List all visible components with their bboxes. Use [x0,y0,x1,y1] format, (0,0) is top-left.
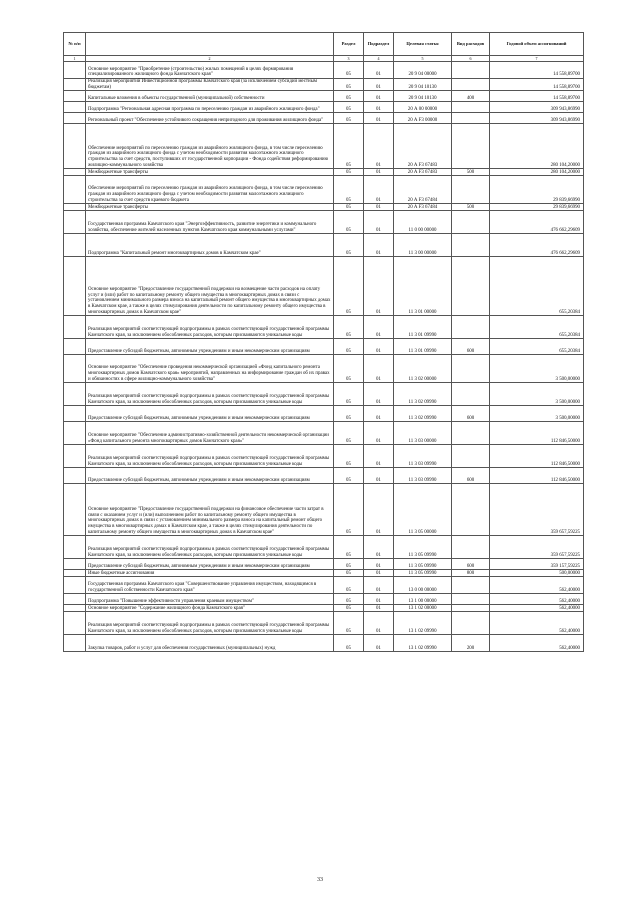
header-csr: Целевая статья [394,33,452,56]
row-podrazdel: 01 [364,62,394,79]
row-vr [452,124,490,169]
row-number-cell [64,339,86,355]
row-vr [452,211,490,234]
row-vr [452,79,490,91]
table-row [64,176,584,204]
row-razdel: 05 [334,339,364,355]
row-csr: 11 3 05 09990 [394,570,452,577]
row-amount: 112 846,50000 [490,445,584,468]
row-podrazdel: 01 [364,169,394,176]
row-number-cell [64,355,86,383]
row-podrazdel: 01 [364,91,394,102]
row-razdel: 05 [334,484,364,536]
table-row [64,79,584,91]
row-csr: 20 А F3 67484 [394,176,452,204]
row-razdel: 05 [334,468,364,484]
column-number: 1 [64,56,86,62]
row-amount: 562,40000 [490,577,584,594]
header-amount: Годовой объем ассигнований [490,33,584,56]
row-number-cell [64,79,86,91]
row-amount: 500,00000 [490,570,584,577]
header-vr: Вид расходов [452,33,490,56]
row-number-cell [64,62,86,79]
row-csr: 20 9 04 10130 [394,79,452,91]
row-razdel: 05 [334,536,364,559]
row-vr [452,577,490,594]
row-number-cell [64,124,86,169]
row-podrazdel: 01 [364,536,394,559]
row-name: Предоставление субсидий бюджетным, автономным учреждениям и иным некоммерческим организациям [86,468,334,484]
row-number-cell [64,113,86,124]
row-razdel: 05 [334,62,364,79]
row-amount: 359 657,59225 [490,536,584,559]
row-vr [452,612,490,635]
row-vr [452,102,490,113]
row-razdel: 05 [334,169,364,176]
column-number: 2 [86,56,334,62]
row-amount: 14 558,89700 [490,91,584,102]
row-amount: 359 657,59225 [490,484,584,536]
table-row [64,612,584,635]
row-podrazdel: 01 [364,204,394,211]
row-csr: 11 3 05 09990 [394,536,452,559]
row-podrazdel: 01 [364,594,394,605]
table-row [64,559,584,570]
table-row [64,169,584,176]
table-row [64,62,584,79]
row-csr: 13 1 02 09990 [394,635,452,652]
row-amount: 29 839,66990 [490,176,584,204]
row-number-cell [64,91,86,102]
column-number: 5 [394,56,452,62]
row-vr [452,605,490,612]
row-csr: 20 А F3 67484 [394,204,452,211]
row-amount: 562,40000 [490,605,584,612]
row-name: Подпрограмма "Региональная адресная программа по переселению граждан из аварийного жилищного фонда" [86,102,334,113]
table-row [64,91,584,102]
row-csr: 11 0 00 00000 [394,211,452,234]
row-amount: 476 662,29609 [490,211,584,234]
row-number-cell [64,406,86,422]
row-podrazdel: 01 [364,468,394,484]
row-vr: 200 [452,635,490,652]
row-podrazdel: 01 [364,605,394,612]
row-amount: 655,20384 [490,316,584,339]
table-row [64,113,584,124]
row-razdel: 05 [334,257,364,316]
row-name: Предоставление субсидий бюджетным, автономным учреждениям и иным некоммерческим организациям [86,559,334,570]
row-name: Реализация мероприятий соответствующей подпрограммы в рамках соответствующей государственной программы Камчатского края, за исключением обособленных расходов, которым присваиваются уникальные коды [86,445,334,468]
row-amount: 3 500,00000 [490,383,584,406]
row-name: Закупка товаров, работ и услуг для обеспечения государственных (муниципальных) нужд [86,635,334,652]
table-header-row [64,33,584,56]
table-row [64,339,584,355]
row-name: Региональный проект "Обеспечение устойчивого сокращения непригодного для проживания жилищного фонда" [86,113,334,124]
header-name [86,33,334,56]
row-name: Межбюджетные трансферты [86,169,334,176]
budget-table [63,32,584,652]
row-podrazdel: 01 [364,445,394,468]
row-razdel: 05 [334,316,364,339]
row-podrazdel: 01 [364,577,394,594]
row-csr: 11 3 03 09990 [394,468,452,484]
row-number-cell [64,383,86,406]
row-name: Реализация мероприятий Инвестиционной программы Камчатского края (за исключением субсидий местным бюджетам) [86,79,334,91]
row-csr: 20 А 00 00000 [394,102,452,113]
table-row [64,570,584,577]
row-razdel: 05 [334,570,364,577]
row-razdel: 05 [334,406,364,422]
row-razdel: 05 [334,91,364,102]
row-podrazdel: 01 [364,559,394,570]
row-name: Предоставление субсидий бюджетным, автономным учреждениям и иным некоммерческим организациям [86,339,334,355]
row-podrazdel: 01 [364,257,394,316]
row-razdel: 05 [334,124,364,169]
row-amount: 14 558,89700 [490,79,584,91]
row-name: Капитальные вложения в объекты государственной (муниципальной) собственности [86,91,334,102]
row-podrazdel: 01 [364,79,394,91]
row-csr: 20 А F3 67483 [394,124,452,169]
row-razdel: 05 [334,422,364,445]
row-name: Реализация мероприятий соответствующей подпрограммы в рамках соответствующей государственной программы Камчатского края, за исключением обособленных расходов, которым присваиваются уникальные коды [86,536,334,559]
table-row [64,383,584,406]
row-podrazdel: 01 [364,570,394,577]
row-number-cell [64,559,86,570]
table-row [64,211,584,234]
row-podrazdel: 01 [364,383,394,406]
row-vr [452,383,490,406]
row-amount: 309 943,86990 [490,113,584,124]
row-name: Государственная программа Камчатского края "Энергоэффективность, развитие энергетики и коммунального хозяйства, обеспечение жителей населенных пунктов Камчатского края коммунальными услугами" [86,211,334,234]
row-number-cell [64,612,86,635]
row-amount: 280 104,20000 [490,169,584,176]
table-row [64,594,584,605]
row-amount: 562,40000 [490,594,584,605]
row-csr: 13 1 00 00000 [394,594,452,605]
row-vr: 600 [452,406,490,422]
row-vr: 600 [452,339,490,355]
row-name: Основное мероприятие "Приобретение (строительство) жилых помещений в целях формирования специализированного жилищного фонда Камчатского края" [86,62,334,79]
row-name: Подпрограмма "Капитальный ремонт многоквартирных домов в Камчатском крае" [86,234,334,257]
row-amount: 112 846,50000 [490,468,584,484]
row-razdel: 05 [334,355,364,383]
page-number: 33 [317,877,323,883]
row-csr: 11 3 00 00000 [394,234,452,257]
row-razdel: 05 [334,102,364,113]
row-podrazdel: 01 [364,355,394,383]
row-vr: 600 [452,559,490,570]
row-podrazdel: 01 [364,176,394,204]
row-razdel: 05 [334,113,364,124]
table-row [64,605,584,612]
row-csr: 20 А F3 67483 [394,169,452,176]
row-vr [452,316,490,339]
row-amount: 476 662,29609 [490,234,584,257]
row-name: Реализация мероприятий соответствующей подпрограммы в рамках соответствующей государственной программы Камчатского края, за исключением обособленных расходов, которым присваиваются уникальные коды [86,316,334,339]
row-number-cell [64,635,86,652]
row-podrazdel: 01 [364,124,394,169]
row-razdel: 05 [334,445,364,468]
row-number-cell [64,176,86,204]
row-csr: 11 3 02 00000 [394,355,452,383]
row-vr [452,257,490,316]
header-num: № п/п [64,33,86,56]
row-csr: 11 3 03 09990 [394,445,452,468]
row-number-cell [64,211,86,234]
row-razdel: 05 [334,211,364,234]
row-number-cell [64,234,86,257]
row-podrazdel: 01 [364,339,394,355]
row-number-cell [64,445,86,468]
row-number-cell [64,204,86,211]
row-number-cell [64,484,86,536]
row-csr: 11 3 02 09990 [394,383,452,406]
row-podrazdel: 01 [364,484,394,536]
header-podrazdel: Подраздел [364,33,394,56]
row-name: Основное мероприятие "Содержание жилищного фонда Камчатского края" [86,605,334,612]
row-name: Реализация мероприятий соответствующей подпрограммы в рамках соответствующей государственной программы Камчатского края, за исключением обособленных расходов, которым присваиваются уникальные коды [86,383,334,406]
row-name: Подпрограмма "Повышение эффективности управления краевым имуществом" [86,594,334,605]
row-number-cell [64,257,86,316]
row-podrazdel: 01 [364,635,394,652]
row-name: Основное мероприятие "Предоставление государственной поддержки на финансовое обеспечение части затрат в связи с оказанием услуг и (или) выполнением работ по капитальному ремонту общего имущества в многоквартирных домах в связи с установлением минимального размера взноса на капитальный ремонт общего имущества в многоквартирных домах в Камчатском крае, а также в целях стимулирования деятельности по капитальному ремонту общего имущества в многоквартирных домах в Камчатском крае" [86,484,334,536]
row-csr: 20 А F3 00000 [394,113,452,124]
row-amount: 655,20384 [490,339,584,355]
table-row [64,316,584,339]
row-vr [452,234,490,257]
row-vr: 800 [452,570,490,577]
table-row [64,484,584,536]
row-name: Обеспечение мероприятий по переселению граждан из аварийного жилищного фонда, в том числе переселению граждан из аварийного жилищного фонда с учетом необходимости развития малоэтажного жилищного строительства за счет средств, поступивших от государственной корпорации - Фонда содействия реформированию жилищно-коммунального хозяйства [86,124,334,169]
row-csr: 13 1 02 00000 [394,605,452,612]
row-razdel: 05 [334,383,364,406]
row-amount: 562,40000 [490,635,584,652]
row-csr: 20 9 04 00000 [394,62,452,79]
row-vr [452,484,490,536]
row-vr [452,445,490,468]
row-razdel: 05 [334,635,364,652]
column-number: 7 [490,56,584,62]
row-razdel: 05 [334,594,364,605]
row-amount: 309 943,86990 [490,102,584,113]
row-razdel: 05 [334,176,364,204]
row-podrazdel: 01 [364,234,394,257]
row-csr: 11 3 05 09990 [394,559,452,570]
row-amount: 14 558,89700 [490,62,584,79]
row-number-cell [64,570,86,577]
row-name: Основное мероприятие "Предоставление государственной поддержки на возмещение части расходов на оплату услуг и (или) работ по капитальному ремонту общего имущества в многоквартирных домах в связи с установлением минимального размера взноса на капитальный ремонт общего имущества в многоквартирных домах в Камчатском крае, а также в целях стимулирования деятельности по капитальному ремонту общего имущества в многоквартирных домах в Камчатском крае" [86,257,334,316]
row-razdel: 05 [334,204,364,211]
table-row [64,635,584,652]
row-podrazdel: 01 [364,422,394,445]
row-number-cell [64,468,86,484]
row-number-cell [64,536,86,559]
row-number-cell [64,422,86,445]
row-number-cell [64,102,86,113]
row-name: Предоставление субсидий бюджетным, автономным учреждениям и иным некоммерческим организациям [86,406,334,422]
row-name: Иные бюджетные ассигнования [86,570,334,577]
row-podrazdel: 01 [364,102,394,113]
table-row [64,445,584,468]
table-row [64,234,584,257]
row-number-cell [64,316,86,339]
table-row [64,204,584,211]
column-number: 3 [334,56,364,62]
row-csr: 13 1 02 09990 [394,612,452,635]
row-razdel: 05 [334,605,364,612]
row-csr: 11 3 02 09990 [394,406,452,422]
table-row [64,355,584,383]
row-amount: 3 500,00000 [490,355,584,383]
table-body [64,62,584,652]
row-razdel: 05 [334,234,364,257]
row-razdel: 05 [334,79,364,91]
row-name: Обеспечение мероприятий по переселению граждан из аварийного жилищного фонда, в том числе переселению граждан из аварийного жилищного фонда с учетом необходимости развития малоэтажного жилищного строительства за счет средств краевого бюджета [86,176,334,204]
row-vr [452,355,490,383]
column-number: 4 [364,56,394,62]
header-razdel: Раздел [334,33,364,56]
row-amount: 562,40000 [490,612,584,635]
table-row [64,577,584,594]
table-row [64,422,584,445]
row-vr: 500 [452,204,490,211]
table-row [64,102,584,113]
row-vr: 400 [452,91,490,102]
row-amount: 112 846,50000 [490,422,584,445]
row-razdel: 05 [334,559,364,570]
row-amount: 655,20384 [490,257,584,316]
column-number: 6 [452,56,490,62]
row-razdel: 05 [334,612,364,635]
row-name: Реализация мероприятий соответствующей подпрограммы в рамках соответствующей государственной программы Камчатского края, за исключением обособленных расходов, которым присваиваются уникальные коды [86,612,334,635]
row-csr: 11 3 01 00000 [394,257,452,316]
row-vr [452,536,490,559]
row-number-cell [64,594,86,605]
row-amount: 280 104,20000 [490,124,584,169]
row-amount: 3 500,00000 [490,406,584,422]
row-number-cell [64,577,86,594]
row-podrazdel: 01 [364,113,394,124]
row-podrazdel: 01 [364,316,394,339]
row-name: Межбюджетные трансферты [86,204,334,211]
row-amount: 29 839,66990 [490,204,584,211]
row-razdel: 05 [334,577,364,594]
row-vr [452,62,490,79]
table-row [64,257,584,316]
row-amount: 359 157,59225 [490,559,584,570]
row-vr [452,176,490,204]
table-row [64,536,584,559]
row-vr [452,594,490,605]
row-podrazdel: 01 [364,211,394,234]
row-name: Основное мероприятие "Обеспечение административно-хозяйственной деятельности некоммерческой организации «Фонд капитального ремонта многоквартирных домов Камчатского края»" [86,422,334,445]
row-csr: 11 3 01 09990 [394,339,452,355]
row-csr: 13 0 00 00000 [394,577,452,594]
table-row [64,468,584,484]
row-csr: 11 3 03 00000 [394,422,452,445]
row-vr [452,113,490,124]
row-vr [452,422,490,445]
row-name: Основное мероприятие "Обеспечение проведения некоммерческой организацией «Фонд капитального ремонта многоквартирных домов Камчатского края» мероприятий, направленных на информирование граждан об их правах и обязанностях в сфере жилищно-коммунального хозяйства" [86,355,334,383]
budget-table-sheet [63,32,583,652]
row-podrazdel: 01 [364,406,394,422]
table-row [64,124,584,169]
row-number-cell [64,169,86,176]
row-podrazdel: 01 [364,612,394,635]
row-vr: 500 [452,169,490,176]
row-csr: 11 3 05 00000 [394,484,452,536]
row-csr: 11 3 01 09990 [394,316,452,339]
row-name: Государственная программа Камчатского края "Совершенствование управления имуществом, находящимся в государственной собственности Камчатского края" [86,577,334,594]
table-row [64,406,584,422]
row-csr: 20 9 04 10130 [394,91,452,102]
row-number-cell [64,605,86,612]
row-vr: 600 [452,468,490,484]
